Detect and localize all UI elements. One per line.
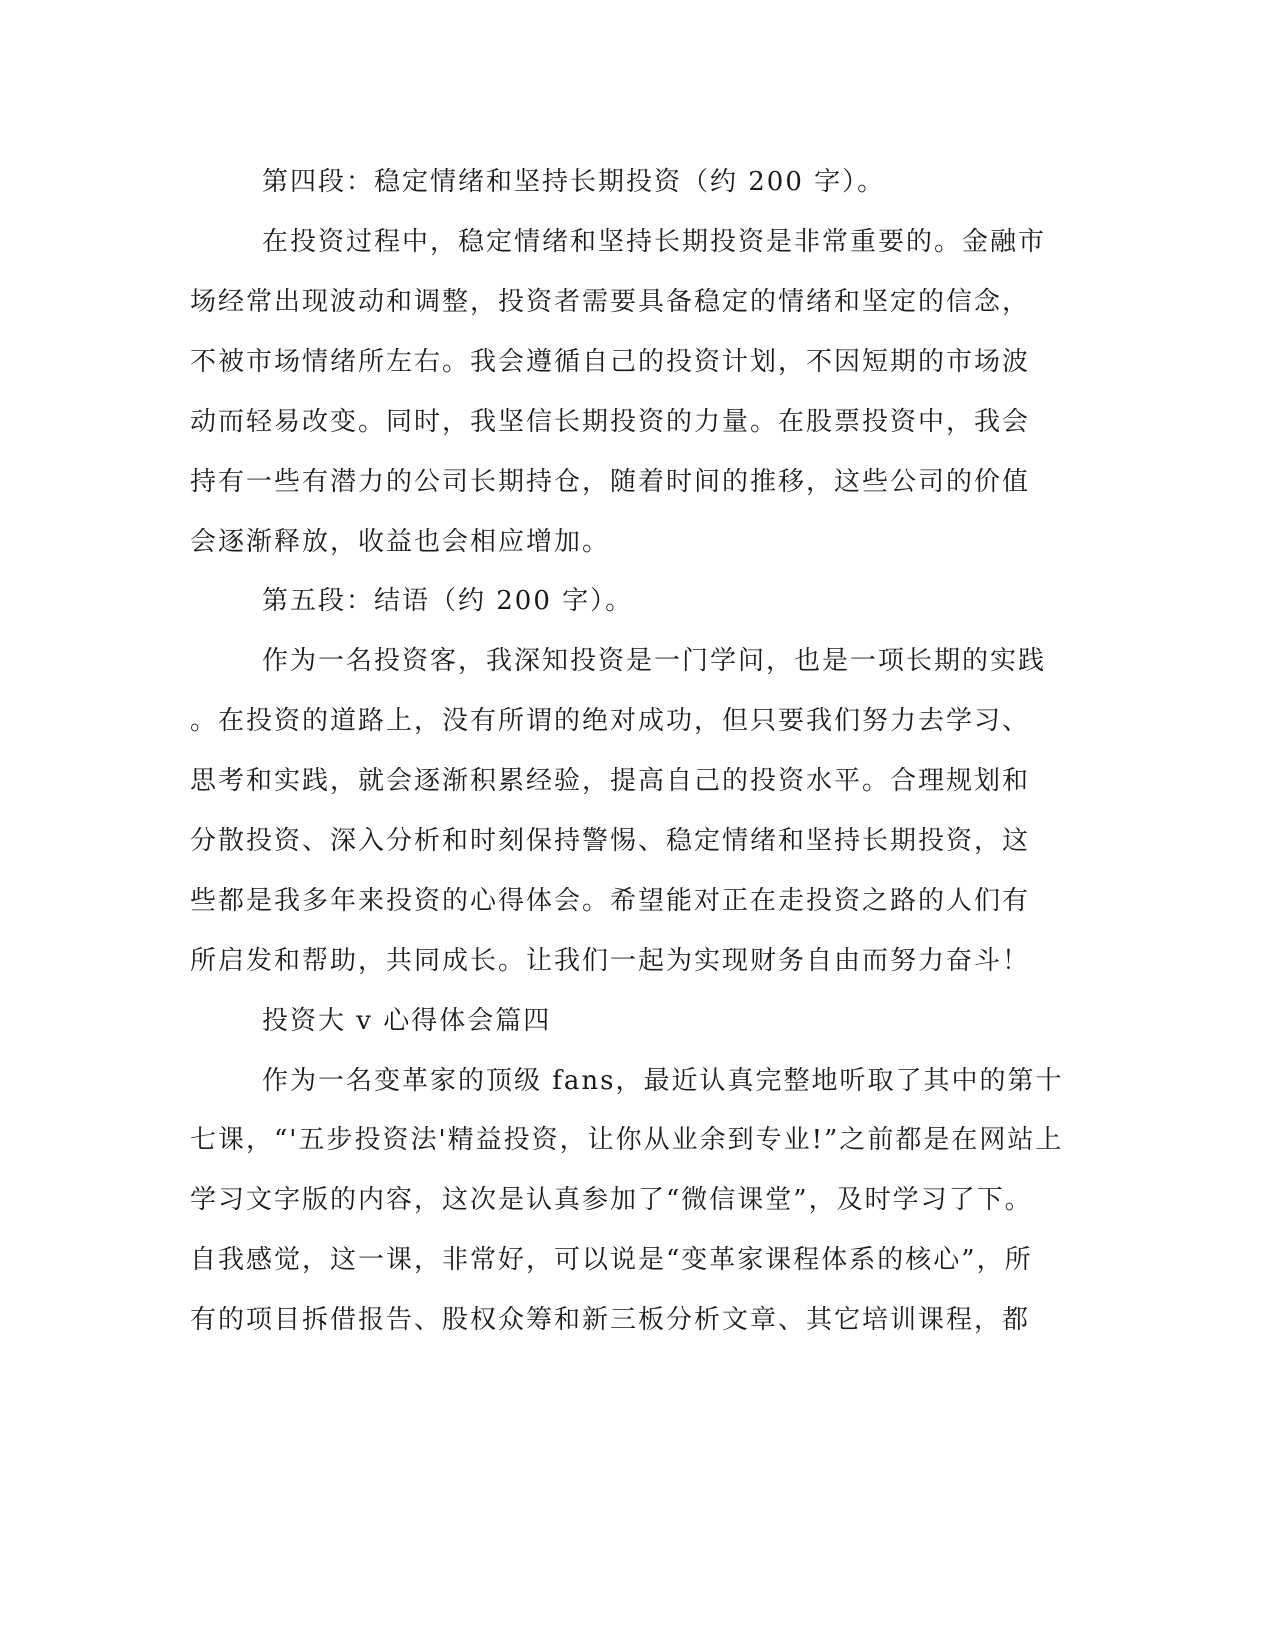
paragraph-line: 场经常出现波动和调整，投资者需要具备稳定的情绪和坚定的信念，	[190, 287, 1031, 317]
paragraph-line: 有的项目拆借报告、股权众筹和新三板分析文章、其它培训课程，都	[190, 1305, 1031, 1335]
section-four-heading: 第四段：稳定情绪和坚持长期投资（约 200 字）。	[262, 167, 886, 197]
paragraph-line: 七课，“'五步投资法'精益投资，让你从业余到专业!”之前都是在网站上	[190, 1125, 1064, 1155]
paragraph-line: 。在投资的道路上，没有所谓的绝对成功，但只要我们努力去学习、	[190, 706, 1031, 736]
paragraph-line: 持有一些有潜力的公司长期持仓，随着时间的推移，这些公司的价值	[190, 467, 1031, 497]
paragraph-line: 作为一名变革家的顶级 fans，最近认真完整地听取了其中的第十	[262, 1066, 1064, 1096]
paragraph-line: 思考和实践，就会逐渐积累经验，提高自己的投资水平。合理规划和	[190, 766, 1031, 796]
paragraph-line: 学习文字版的内容，这次是认真参加了“微信课堂”，及时学习了下。	[190, 1185, 1033, 1215]
paragraph-line: 动而轻易改变。同时，我坚信长期投资的力量。在股票投资中，我会	[190, 407, 1031, 437]
section-five-heading: 第五段：结语（约 200 字）。	[262, 586, 634, 616]
paragraph-line: 些都是我多年来投资的心得体会。希望能对正在走投资之路的人们有	[190, 886, 1031, 916]
paragraph-line: 所启发和帮助，共同成长。让我们一起为实现财务自由而努力奋斗！	[190, 946, 1031, 976]
paragraph-line: 自我感觉，这一课，非常好，可以说是“变革家课程体系的核心”，所	[190, 1245, 1033, 1275]
paragraph-line: 分散投资、深入分析和时刻保持警惕、稳定情绪和坚持长期投资，这	[190, 826, 1031, 856]
paragraph-line: 在投资过程中，稳定情绪和坚持长期投资是非常重要的。金融市	[262, 227, 1047, 257]
paragraph-line: 会逐渐释放，收益也会相应增加。	[190, 527, 611, 557]
chapter-heading: 投资大 v 心得体会篇四	[262, 1006, 552, 1036]
paragraph-line: 作为一名投资客，我深知投资是一门学问，也是一项长期的实践	[262, 646, 1047, 676]
paragraph-line: 不被市场情绪所左右。我会遵循自己的投资计划，不因短期的市场波	[190, 347, 1031, 377]
